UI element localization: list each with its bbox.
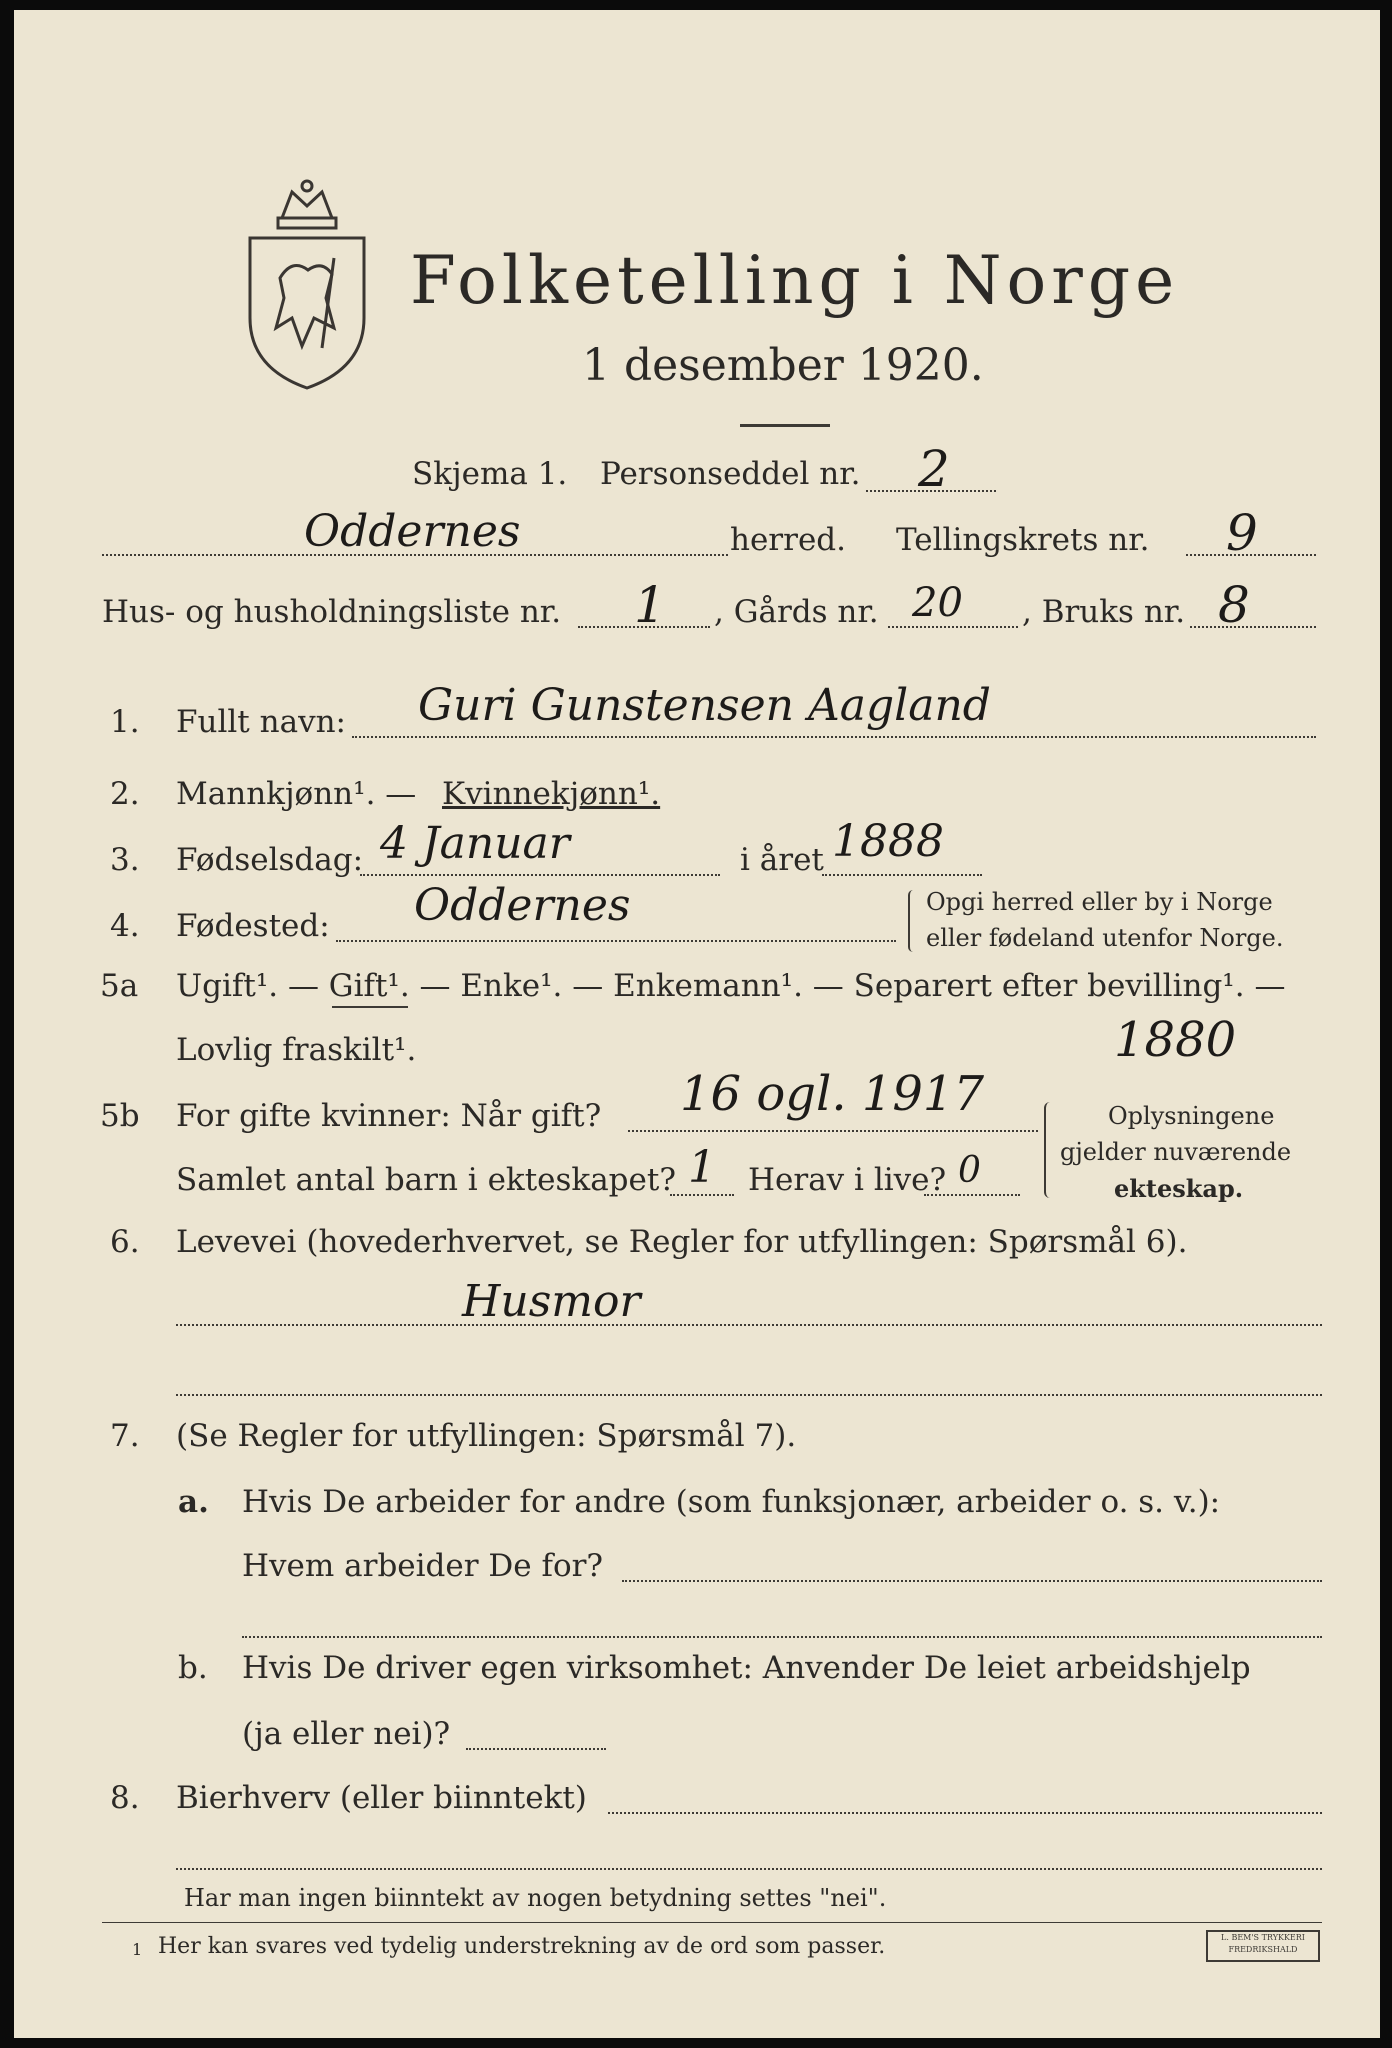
q5b-children-line xyxy=(670,1194,734,1196)
printer-stamp-text: L. BEM'S TRYKKERI xyxy=(1221,1933,1305,1942)
q4-note-brace xyxy=(908,890,918,952)
printer-stamp-text-2: FREDRIKSHALD xyxy=(1228,1945,1298,1954)
gards-value: 20 xyxy=(912,580,963,626)
q5b-label: For gifte kvinner: Når gift? xyxy=(176,1098,602,1134)
q4-note-line1: Opgi herred eller by i Norge xyxy=(926,888,1273,916)
q4-label: Fødested: xyxy=(176,908,330,944)
q5b-note-line2: gjelder nuværende xyxy=(1060,1138,1292,1166)
q3-label: Fødselsdag: xyxy=(176,842,364,878)
q7a-line1 xyxy=(622,1580,1322,1582)
coat-of-arms-icon xyxy=(242,178,372,394)
footnote-divider xyxy=(102,1922,1322,1923)
q3-year-label: i året xyxy=(740,842,824,878)
q3-year-value: 1888 xyxy=(832,816,944,867)
q5b-note-brace xyxy=(1044,1102,1056,1198)
q4-value: Oddernes xyxy=(414,880,631,931)
q7a-line2 xyxy=(242,1636,1322,1638)
q8-line1 xyxy=(608,1812,1322,1814)
herred-value: Oddernes xyxy=(304,506,521,557)
q1-label: Fullt navn: xyxy=(176,704,346,740)
q5a-number: 5a xyxy=(100,968,139,1004)
q3-year-line xyxy=(822,874,982,876)
q7b-question: (ja eller nei)? xyxy=(242,1716,451,1752)
q5a-options-line2: Lovlig fraskilt¹. xyxy=(176,1032,417,1068)
q4-line xyxy=(336,940,896,942)
q6-line1 xyxy=(176,1324,1322,1326)
q5b-children-value: 1 xyxy=(688,1142,716,1193)
bruks-value: 8 xyxy=(1218,576,1250,634)
q5b-note-line3: ekteskap. xyxy=(1114,1174,1244,1203)
personseddel-value: 2 xyxy=(918,440,950,498)
q8-number: 8. xyxy=(110,1780,140,1816)
bruks-line xyxy=(1190,626,1316,628)
title-divider xyxy=(740,424,830,427)
q7b-letter: b. xyxy=(178,1650,208,1686)
gards-label: , Gårds nr. xyxy=(714,594,879,630)
personseddel-label: Personseddel nr. xyxy=(600,456,861,492)
q2-number: 2. xyxy=(110,776,140,812)
bruks-label: , Bruks nr. xyxy=(1022,594,1186,630)
q7a-text: Hvis De arbeider for andre (som funksjonær, arbeider o. s. v.): xyxy=(242,1484,1221,1520)
q7b-text: Hvis De driver egen virksomhet: Anvender De leiet arbeidshjelp xyxy=(242,1650,1251,1686)
q6-number: 6. xyxy=(110,1224,140,1260)
form-title: Folketelling i Norge xyxy=(410,242,1180,319)
q6-value: Husmor xyxy=(462,1276,641,1327)
gards-line xyxy=(888,626,1018,628)
q3-number: 3. xyxy=(110,842,140,878)
income-note: Har man ingen biinntekt av nogen betydning settes "nei". xyxy=(184,1884,887,1912)
q3-date-value: 4 Januar xyxy=(380,818,570,869)
q5b-married-line xyxy=(628,1130,1038,1132)
q1-number: 1. xyxy=(110,704,140,740)
q7b-line xyxy=(466,1748,606,1750)
q1-value: Guri Gunstensen Aagland xyxy=(418,680,991,731)
printer-stamp xyxy=(1206,1930,1320,1962)
q7-label: (Se Regler for utfyllingen: Spørsmål 7). xyxy=(176,1418,797,1454)
q5b-married-value: 16 ogl. 1917 xyxy=(680,1066,984,1122)
herred-label: herred. xyxy=(730,522,846,558)
q5a-gift-underline xyxy=(332,1006,408,1008)
footnote-marker: 1 xyxy=(132,1940,143,1959)
tellingskrets-label: Tellingskrets nr. xyxy=(896,522,1150,558)
tellingskrets-value: 9 xyxy=(1226,504,1258,562)
q7a-letter: a. xyxy=(178,1484,209,1520)
footnote-text: Her kan svares ved tydelig understrekning av de ord som passer. xyxy=(158,1934,886,1959)
q7a-question: Hvem arbeider De for? xyxy=(242,1548,604,1584)
husliste-label: Hus- og husholdningsliste nr. xyxy=(102,594,562,630)
q5a-annotation: 1880 xyxy=(1114,1012,1237,1068)
q8-line2 xyxy=(176,1868,1322,1870)
q2-female-option: Kvinnekjønn¹. xyxy=(442,776,661,812)
q6-line2 xyxy=(176,1394,1322,1396)
census-form xyxy=(14,10,1380,2038)
q5b-alive-value: 0 xyxy=(958,1150,981,1191)
q5a-options: Ugift¹. — Gift¹. — Enke¹. — Enkemann¹. — Separert efter bevilling¹. — xyxy=(176,968,1286,1004)
q5b-alive-line xyxy=(924,1194,1020,1196)
q6-label: Levevei (hovederhvervet, se Regler for utfyllingen: Spørsmål 6). xyxy=(176,1224,1188,1260)
q5b-number: 5b xyxy=(100,1098,140,1134)
q5b-alive-label: Herav i live? xyxy=(748,1162,947,1198)
schema-label: Skjema 1. xyxy=(412,456,568,492)
q8-label: Bierhverv (eller biinntekt) xyxy=(176,1780,587,1816)
q2-male-option: Mannkjønn¹. — xyxy=(176,776,417,812)
q1-line xyxy=(352,736,1316,738)
q7-number: 7. xyxy=(110,1418,140,1454)
census-date: 1 desember 1920. xyxy=(582,340,984,391)
q5b-children-label: Samlet antal barn i ekteskapet? xyxy=(176,1162,676,1198)
q4-number: 4. xyxy=(110,908,140,944)
q3-date-line xyxy=(360,874,720,876)
q5b-note-line1: Oplysningene xyxy=(1108,1102,1275,1130)
husliste-value: 1 xyxy=(634,576,666,634)
q4-note-line2: eller fødeland utenfor Norge. xyxy=(926,924,1284,952)
